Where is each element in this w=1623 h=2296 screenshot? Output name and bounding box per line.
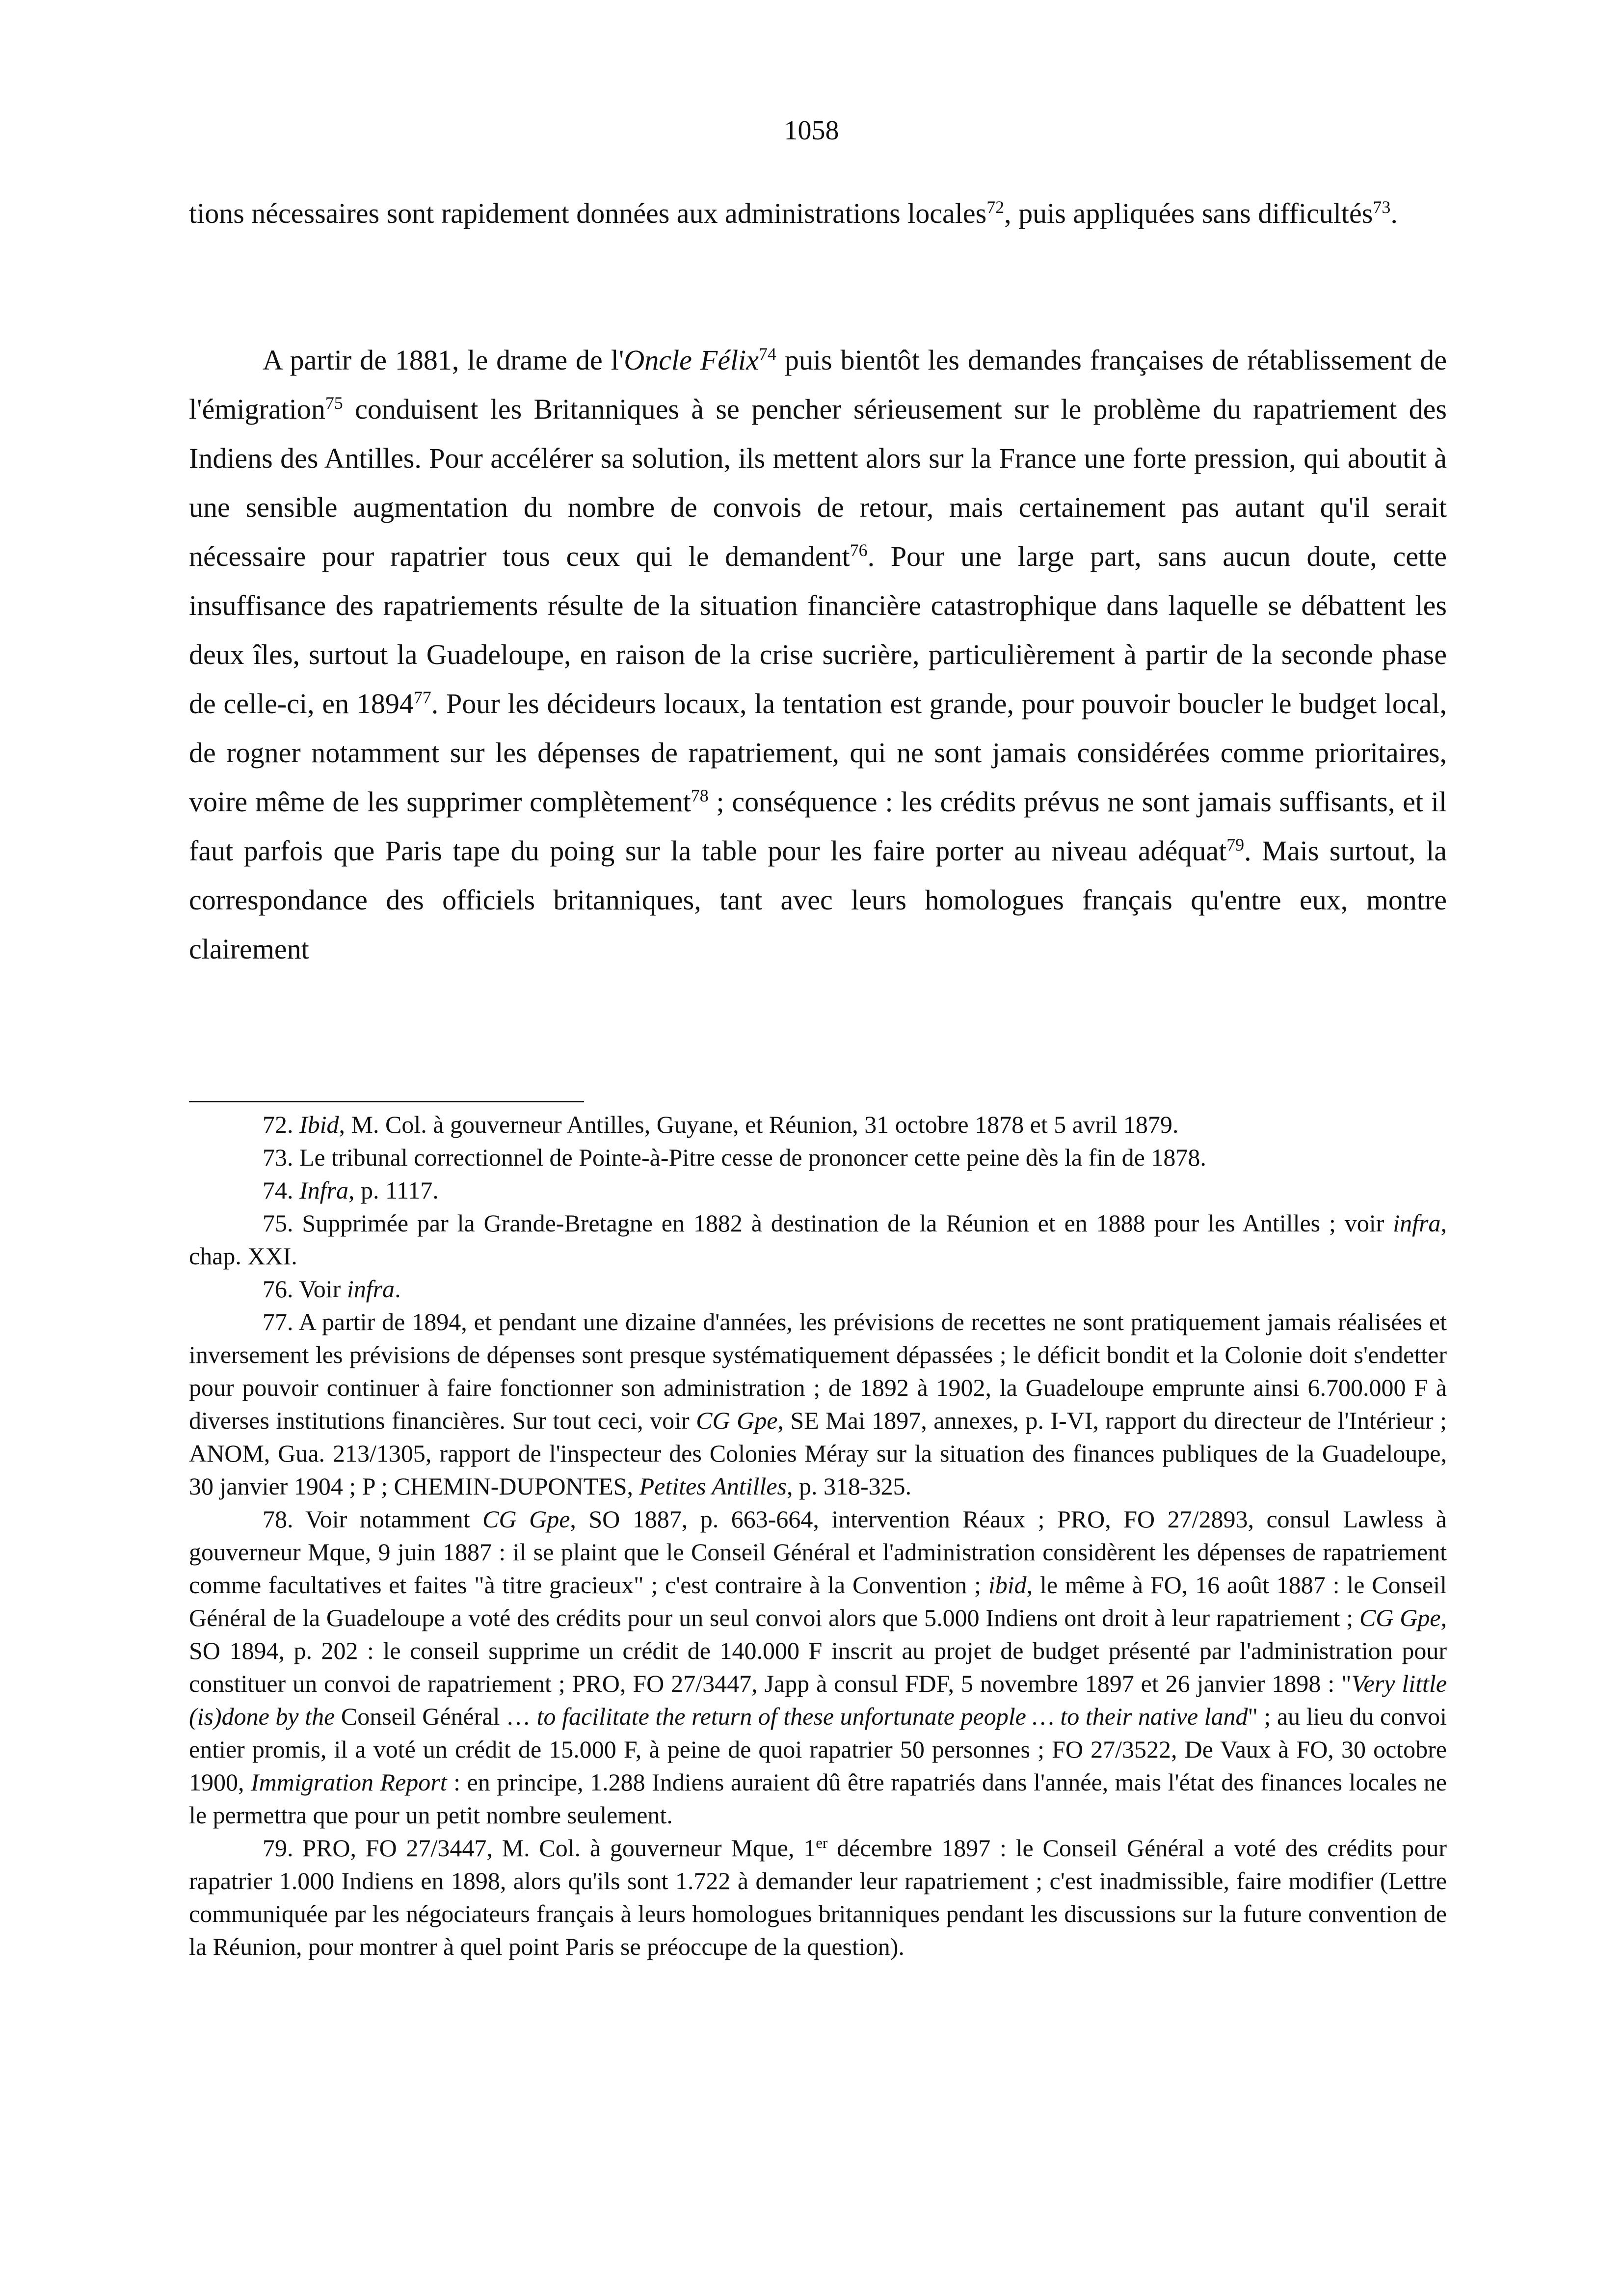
text-run: , SO 1894, p. 202 : le conseil supprime un crédit de 140.000 F inscrit au projet de budget présenté par l'administration pour constituer un convoi de rapatriement ; PRO, FO 27/3447, Japp à consul FDF, 5 novembre 1897 et 26 janvier 1898 : " (189, 1604, 1447, 1697)
text-run: A partir de 1881, le drame de l' (263, 344, 624, 376)
italic-text: Infra (299, 1176, 348, 1204)
text-run: , p. 318-325. (786, 1472, 912, 1500)
text-run: . Pour les décideurs locaux, la tentation est grande, pour pouvoir boucler le budget local, de rogner notamment sur les dépenses de rapatriement, qui ne sont jamais considérées comme prioritaires, voire même de les supprimer complètement (189, 688, 1447, 818)
footnote-78 (189, 1503, 1447, 1832)
text-run: 79. PRO, FO 27/3447, M. Col. à gouverneur Mque, 1 (263, 1834, 816, 1862)
note-call: 77 (413, 688, 431, 708)
footnote-75 (189, 1207, 1447, 1273)
footnote-74 (189, 1174, 1447, 1207)
italic-text: ibid (988, 1571, 1027, 1599)
text-run: , puis appliquées sans difficultés (1004, 197, 1373, 229)
text-run: tions nécessaires sont rapidement données aux administrations locales (189, 197, 987, 229)
page-number: 1058 (784, 115, 839, 146)
footnote-73 (189, 1141, 1447, 1174)
italic-text: CG Gpe (696, 1407, 778, 1434)
italic-text: Immigration Report (251, 1768, 447, 1796)
note-call: 73 (1373, 197, 1391, 217)
text-run: , chap. XXI. (189, 1209, 1447, 1270)
note-call: 75 (325, 393, 343, 413)
text-run: . Pour une large part, sans aucun doute, cette insuffisance des rapatriements résulte de la situation financière catastrophique dans laquelle se débattent les deux îles, surtout la Guadeloupe, en raison de la crise sucrière, particulièrement à partir de la seconde phase de celle-ci, en 1894 (189, 540, 1447, 720)
text-run: . (395, 1275, 401, 1303)
footnotes (189, 1108, 1447, 1963)
note-call: 72 (986, 197, 1005, 217)
text-run: , p. 1117. (348, 1176, 439, 1204)
italic-text: infra (1393, 1209, 1441, 1237)
text-run: " ; au lieu du convoi entier promis, il a voté un crédit de 15.000 F, à peine de quoi rapatrier 50 personnes ; FO 27/3522, De Vaux à FO, 30 octobre 1900, (189, 1703, 1447, 1796)
text-run: 74. (263, 1176, 299, 1204)
footnote-72 (189, 1108, 1447, 1141)
text-run: : en principe, 1.288 Indiens auraient dû être rapatriés dans l'année, mais l'état des finances locales ne le permettra que pour un petit nombre seulement. (189, 1768, 1447, 1829)
body-paragraph-1 (189, 189, 1447, 238)
text-run: Conseil Général … (335, 1703, 537, 1730)
text-run: , le même à FO, 16 août 1887 : le Conseil Général de la Guadeloupe a voté des crédits pour un seul convoi alors que 5.000 Indiens ont droit à leur rapatriement ; (189, 1571, 1447, 1631)
footnote-76 (189, 1273, 1447, 1306)
italic-text: infra (346, 1275, 395, 1303)
text-run: 76. Voir (263, 1275, 347, 1303)
note-call: 76 (850, 540, 868, 561)
text-run: 72. (263, 1111, 299, 1138)
text-run: 78. Voir notamment (263, 1505, 483, 1533)
italic-text: Ibid (299, 1111, 339, 1138)
italic-text: Oncle Félix (624, 344, 759, 376)
text-run: puis bientôt les demandes françaises de rétablissement de l'émigration (189, 344, 1447, 425)
note-call: 74 (758, 344, 776, 364)
text-run: , M. Col. à gouverneur Antilles, Guyane, et Réunion, 31 octobre 1878 et 5 avril 1879. (339, 1111, 1179, 1138)
text-run: 73. Le tribunal correctionnel de Pointe-à-Pitre cesse de prononcer cette peine dès la fin de 1878. (263, 1144, 1206, 1171)
footnote-separator (189, 1101, 584, 1102)
text-run: conduisent les Britanniques à se pencher sérieusement sur le problème du rapatriement des Indiens des Antilles. Pour accélérer sa solution, ils mettent alors sur la France une forte pression, qui aboutit à une sensible augmentation du nombre de convois de retour, mais certainement pas autant qu'il serait nécessaire pour rapatrier tous ceux qui le demandent (189, 393, 1447, 572)
note-call: er (816, 1834, 828, 1851)
text-run: 75. Supprimée par la Grande-Bretagne en 1882 à destination de la Réunion et en 1888 pour les Antilles ; voir (263, 1209, 1393, 1237)
text-run: , SO 1887, p. 663-664, intervention Réaux ; PRO, FO 27/2893, consul Lawless à gouverneur Mque, 9 juin 1887 : il se plaint que le Conseil Général et l'administration considèrent les dépenses de rapatriement comme facultatives et faites "à titre gracieux" ; c'est contraire à la Convention ; (189, 1505, 1447, 1599)
italic-text: CG Gpe (482, 1505, 570, 1533)
text-run: , SE Mai 1897, annexes, p. I-VI, rapport du directeur de l'Intérieur ; ANOM, Gua. 213/1305, rapport de l'inspecteur des Colonies Méray sur la situation des finances publiques de la Guadeloupe, 30 janvier 1904 ; P ; CHEMIN-DUPONTES, (189, 1407, 1447, 1500)
text-run: décembre 1897 : le Conseil Général a voté des crédits pour rapatrier 1.000 Indiens en 1898, alors qu'ils sont 1.722 à demander leur rapatriement ; c'est inadmissible, faire modifier (Lettre communiquée par les négociateurs français à leurs homologues britanniques pendant les discussions sur la future convention de la Réunion, pour montrer à quel point Paris se préoccupe de la question). (189, 1834, 1447, 1960)
footnote-79 (189, 1832, 1447, 1963)
text-run: 77. A partir de 1894, et pendant une dizaine d'années, les prévisions de recettes ne sont pratiquement jamais réalisées et inversement les prévisions de dépenses sont presque systématiquement dépassées ; le déficit bondit et la Colonie doit s'endetter pour pouvoir continuer à faire fonctionner son administration ; de 1892 à 1902, la Guadeloupe emprunte ainsi 6.700.000 F à diverses institutions financières. Sur tout ceci, voir (189, 1308, 1447, 1434)
italic-text: Petites Antilles (639, 1472, 787, 1500)
note-call: 79 (1226, 835, 1245, 855)
italic-text: CG Gpe (1359, 1604, 1441, 1631)
body-paragraph-2 (189, 336, 1447, 974)
italic-text: Very little (is)done by the (189, 1670, 1447, 1730)
note-call: 78 (691, 786, 709, 806)
text-run: ; conséquence : les crédits prévus ne sont jamais suffisants, et il faut parfois que Paris tape du poing sur la table pour les faire porter au niveau adéquat (189, 786, 1447, 867)
text-run: . (1390, 197, 1398, 229)
footnote-77 (189, 1306, 1447, 1503)
text-run: . Mais surtout, la correspondance des officiels britanniques, tant avec leurs homologues français qu'entre eux, montre clairement (189, 835, 1447, 965)
italic-text: to facilitate the return of these unfortunate people … to their native land (536, 1703, 1248, 1730)
